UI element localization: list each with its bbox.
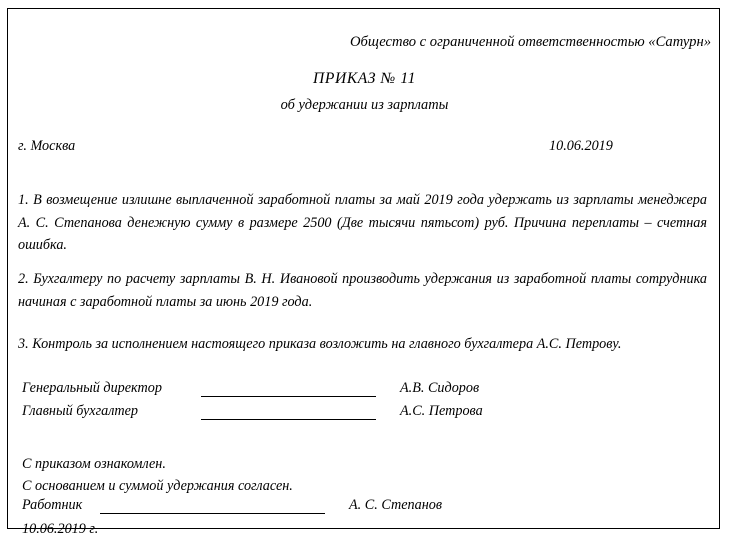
order-paragraph-3: 3. Контроль за исполнением настоящего приказа возложить на главного бухгалтера А.С. Петрову.: [18, 333, 707, 356]
organization-header: Общество с ограниченной ответственностью «Сатурн»: [350, 34, 711, 51]
acknowledgement-worker-name: А. С. Степанов: [349, 497, 442, 514]
order-title: ПРИКАЗ № 11: [8, 71, 721, 87]
order-paragraph-1: 1. В возмещение излишне выплаченной заработной платы за май 2019 года удержать из зарплаты менеджера А. С. Степанова денежную сумму в размере 2500 (Две тысячи пятьсот) руб. Причина переплаты – счетная ошибка.: [18, 189, 707, 257]
document-page: [8, 9, 719, 528]
order-date: 10.06.2019: [549, 138, 613, 155]
order-subtitle: об удержании из зарплаты: [8, 98, 721, 112]
signature-name-director: А.В. Сидоров: [400, 380, 479, 397]
signature-line-accountant[interactable]: [201, 419, 376, 420]
signature-role-director: Генеральный директор: [22, 380, 162, 397]
signature-row-director: [18, 380, 711, 403]
acknowledgement-line-2: С основанием и суммой удержания согласен.: [18, 476, 711, 498]
title-block: [8, 71, 721, 112]
signature-block: [18, 380, 711, 426]
acknowledgement-block: [18, 454, 711, 540]
document-frame: [7, 8, 720, 529]
signature-role-accountant: Главный бухгалтер: [22, 403, 138, 420]
acknowledgement-date: 10.06.2019 г.: [18, 519, 711, 540]
signature-line-director[interactable]: [201, 396, 376, 397]
acknowledgement-worker-signature-line[interactable]: [100, 513, 325, 514]
order-paragraph-2: 2. Бухгалтеру по расчету зарплаты В. Н. Ивановой производить удержания из заработной платы сотрудника начиная с заработной платы за июнь 2019 года.: [18, 268, 707, 313]
signature-name-accountant: А.С. Петрова: [400, 403, 483, 420]
acknowledgement-worker-row: [18, 497, 711, 519]
acknowledgement-worker-label: Работник: [22, 497, 82, 514]
city-label: г. Москва: [18, 138, 75, 155]
signature-row-accountant: [18, 403, 711, 426]
acknowledgement-line-1: С приказом ознакомлен.: [18, 454, 711, 476]
